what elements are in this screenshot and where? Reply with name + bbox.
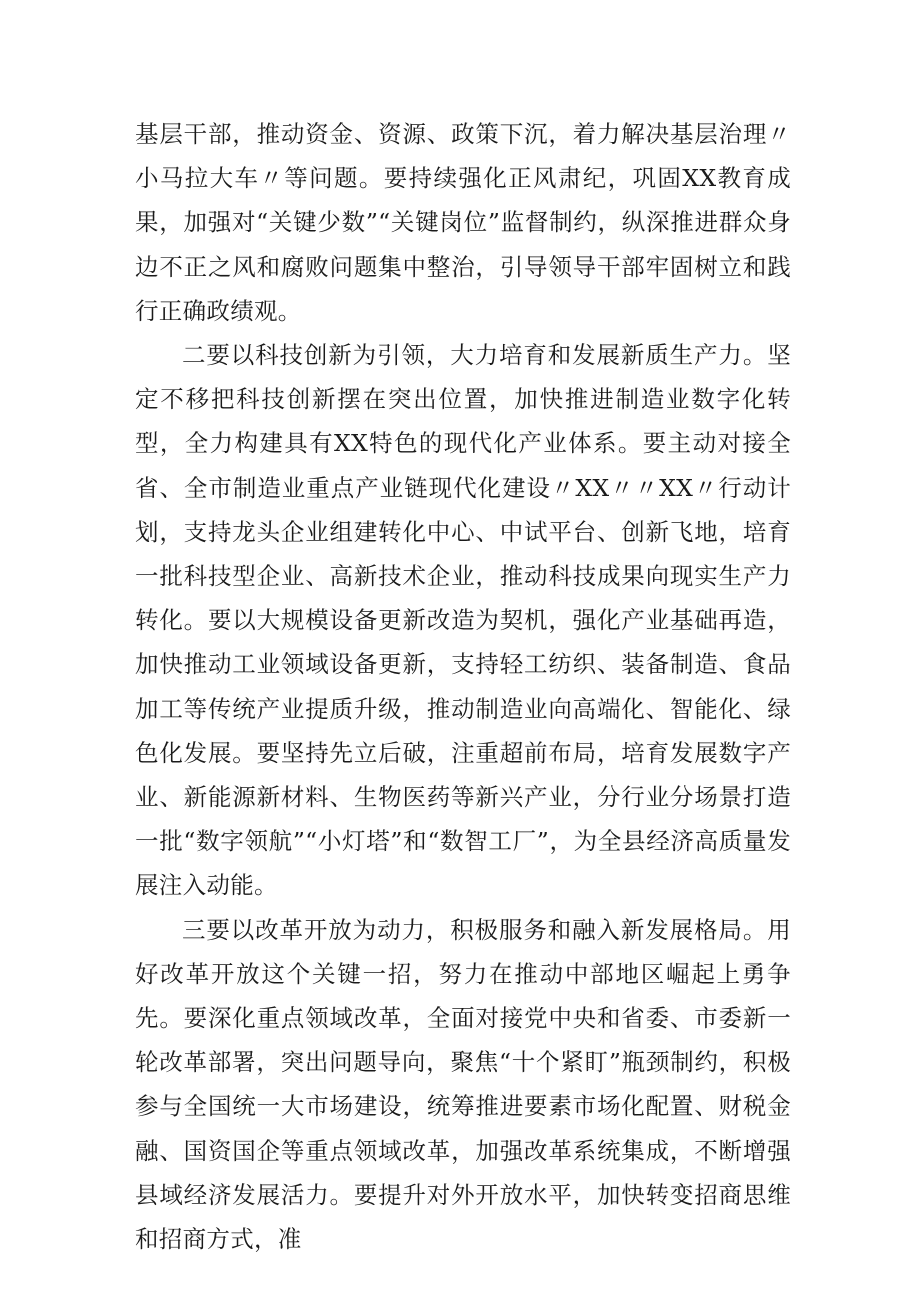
paragraph-continuation: 基层干部，推动资金、资源、政策下沉，着力解决基层治理〃小马拉大车〃等问题。要持续强化正风肃纪，巩固XX教育成果，加强对“关键少数”“关键岗位”监督制约，纵深推进群众身边不正之风和腐败问题集中整治，引导领导干部牢固树立和践行正确政绩观。 [135,120,791,325]
paragraph-point-three: 三要以改革开放为动力，积极服务和融入新发展格局。用好改革开放这个关键一招，努力在推动中部地区崛起上勇争先。要深化重点领域改革，全面对接党中央和省委、市委新一轮改革部署，突出问题导向，聚焦“十个紧盯”瓶颈制约，积极参与全国统一大市场建设，统筹推进要素市场化配置、财税金融、国资国企等重点领域改革，加强改革系统集成，不断增强县域经济发展活力。要提升对外开放水平，加快转变招商思维和招商方式，准 [135,915,791,1254]
paragraph-point-two: 二要以科技创新为引领，大力培育和发展新质生产力。坚定不移把科技创新摆在突出位置，加快推进制造业数字化转型，全力构建具有XX特色的现代化产业体系。要主动对接全省、全市制造业重点产业链现代化建设〃XX〃〃XX〃行动计划，支持龙头企业组建转化中心、中试平台、创新飞地，培育一批科技型企业、高新技术企业，推动科技成果向现实生产力转化。要以大规模设备更新改造为契机，强化产业基础再造，加快推动工业领域设备更新，支持轻工纺织、装备制造、食品加工等传统产业提质升级，推动制造业向高端化、智能化、绿色化发展。要坚持先立后破，注重超前布局，培育发展数字产业、新能源新材料、生物医药等新兴产业，分行业分场景打造一批“数字领航”“小灯塔”和“数智工厂”，为全县经济高质量发展注入动能。 [135,341,791,900]
document-body [135,112,791,1261]
